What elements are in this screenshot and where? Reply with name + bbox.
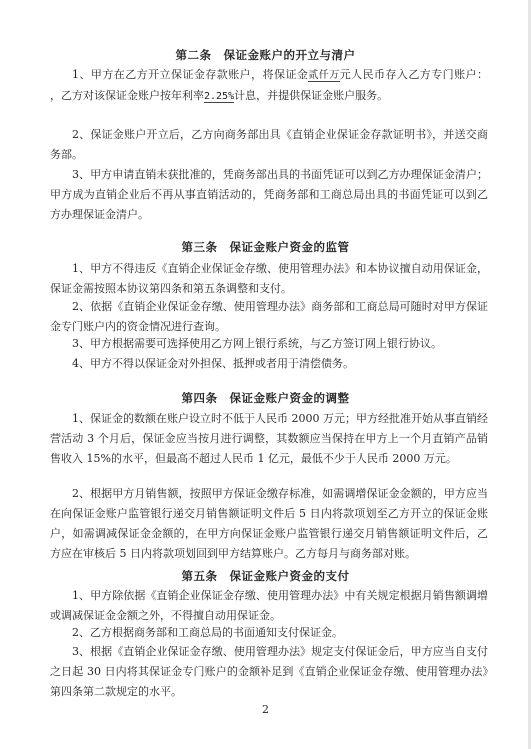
article-2-para-1: 1、甲方在乙方开立保证金存款账户，将保证金贰仟万元人民币存入乙方专门账户： ，乙方对该保证金账户按年利率2.25%计息，并提供保证金账户服务。 xyxy=(50,68,489,102)
article-3-para-2: 2、依据《直销企业保证金存缴、使用管理办法》商务部和工商总局可随时对甲方保证金专门账户内的资金情况进行查询。 xyxy=(50,300,488,333)
article-3-para-1: 1、甲方不得违反《直销企业保证金存缴、使用管理办法》和本协议擅自动用保证金，保证金需按照本协议第四条和第五条调整和支付。 xyxy=(50,262,488,295)
deposit-amount-field: 贰仟万 xyxy=(308,70,340,81)
article-5-para-3: 3、根据《直销企业保证金存缴、使用管理办法》规定支付保证金后，甲方应当自支付之日起 30 日内将其保证金专门账户的金额补足到《直销企业保证金存缴、使用管理办法》第四条第二款规定的水平。 xyxy=(50,645,488,698)
article-2-para-3: 3、甲方申请直销未获批准的，凭商务部出具的书面凭证可以到乙方办理保证金清户；甲方成为直销企业后不再从事直销活动的，凭商务部和工商总局出具的书面凭证可以到乙方办理保证金清户。 xyxy=(50,168,488,221)
article-5-title: 第五条 保证金账户资金的支付 xyxy=(181,569,350,583)
article-3-para-3: 3、甲方根据需要可选择使用乙方网上银行系统，与乙方签订网上银行协议。 xyxy=(72,337,442,350)
article-4-para-2: 2、根据甲方月销售额，按照甲方保证金缴存标准，如需调增保证金金额的，甲方应当在向保证金账户监管银行递交月销售额证明文件后 5 日内将款项划至乙方开立的保证金账户，如需调减保证金金额的，在甲方向保证金账户监管银行递交月销售额证明文件后，乙方应在审核后 5 日内将款项划回到甲方结算账户。乙方每月与商务部对账。 xyxy=(50,487,488,560)
interest-rate-field: 2.25% xyxy=(204,91,235,102)
article-4-title: 第四条 保证金账户资金的调整 xyxy=(181,391,350,405)
article-2-title: 第二条 保证金账户的开立与清户 xyxy=(175,48,356,62)
article-3-para-4: 4、甲方不得以保证金对外担保、抵押或者用于清偿债务。 xyxy=(72,357,354,370)
article-3-title: 第三条 保证金账户资金的监管 xyxy=(181,240,350,254)
article-2-para-2: 2、保证金账户开立后，乙方向商务部出具《直销企业保证金存款证明书》，并送交商务部。 xyxy=(50,128,488,161)
article-4-para-1: 1、保证金的数额在账户设立时不低于人民币 2000 万元；甲方经批准开始从事直销经营活动 3 个月后，保证金应当按月进行调整，其数额应当保持在甲方上一个月直销产品销售收入 15%的水平，但最高不超过人民币 1 亿元，最低不少于人民币 2000 万元。 xyxy=(50,412,488,465)
article-5-para-1: 1、甲方除依据《直销企业保证金存缴、使用管理办法》中有关规定根据月销售额调增或调减保证金金额之外，不得擅自动用保证金。 xyxy=(50,589,488,622)
page-number: 2 xyxy=(262,703,269,716)
article-5-para-2: 2、乙方根据商务部和工商总局的书面通知支付保证金。 xyxy=(72,626,343,639)
